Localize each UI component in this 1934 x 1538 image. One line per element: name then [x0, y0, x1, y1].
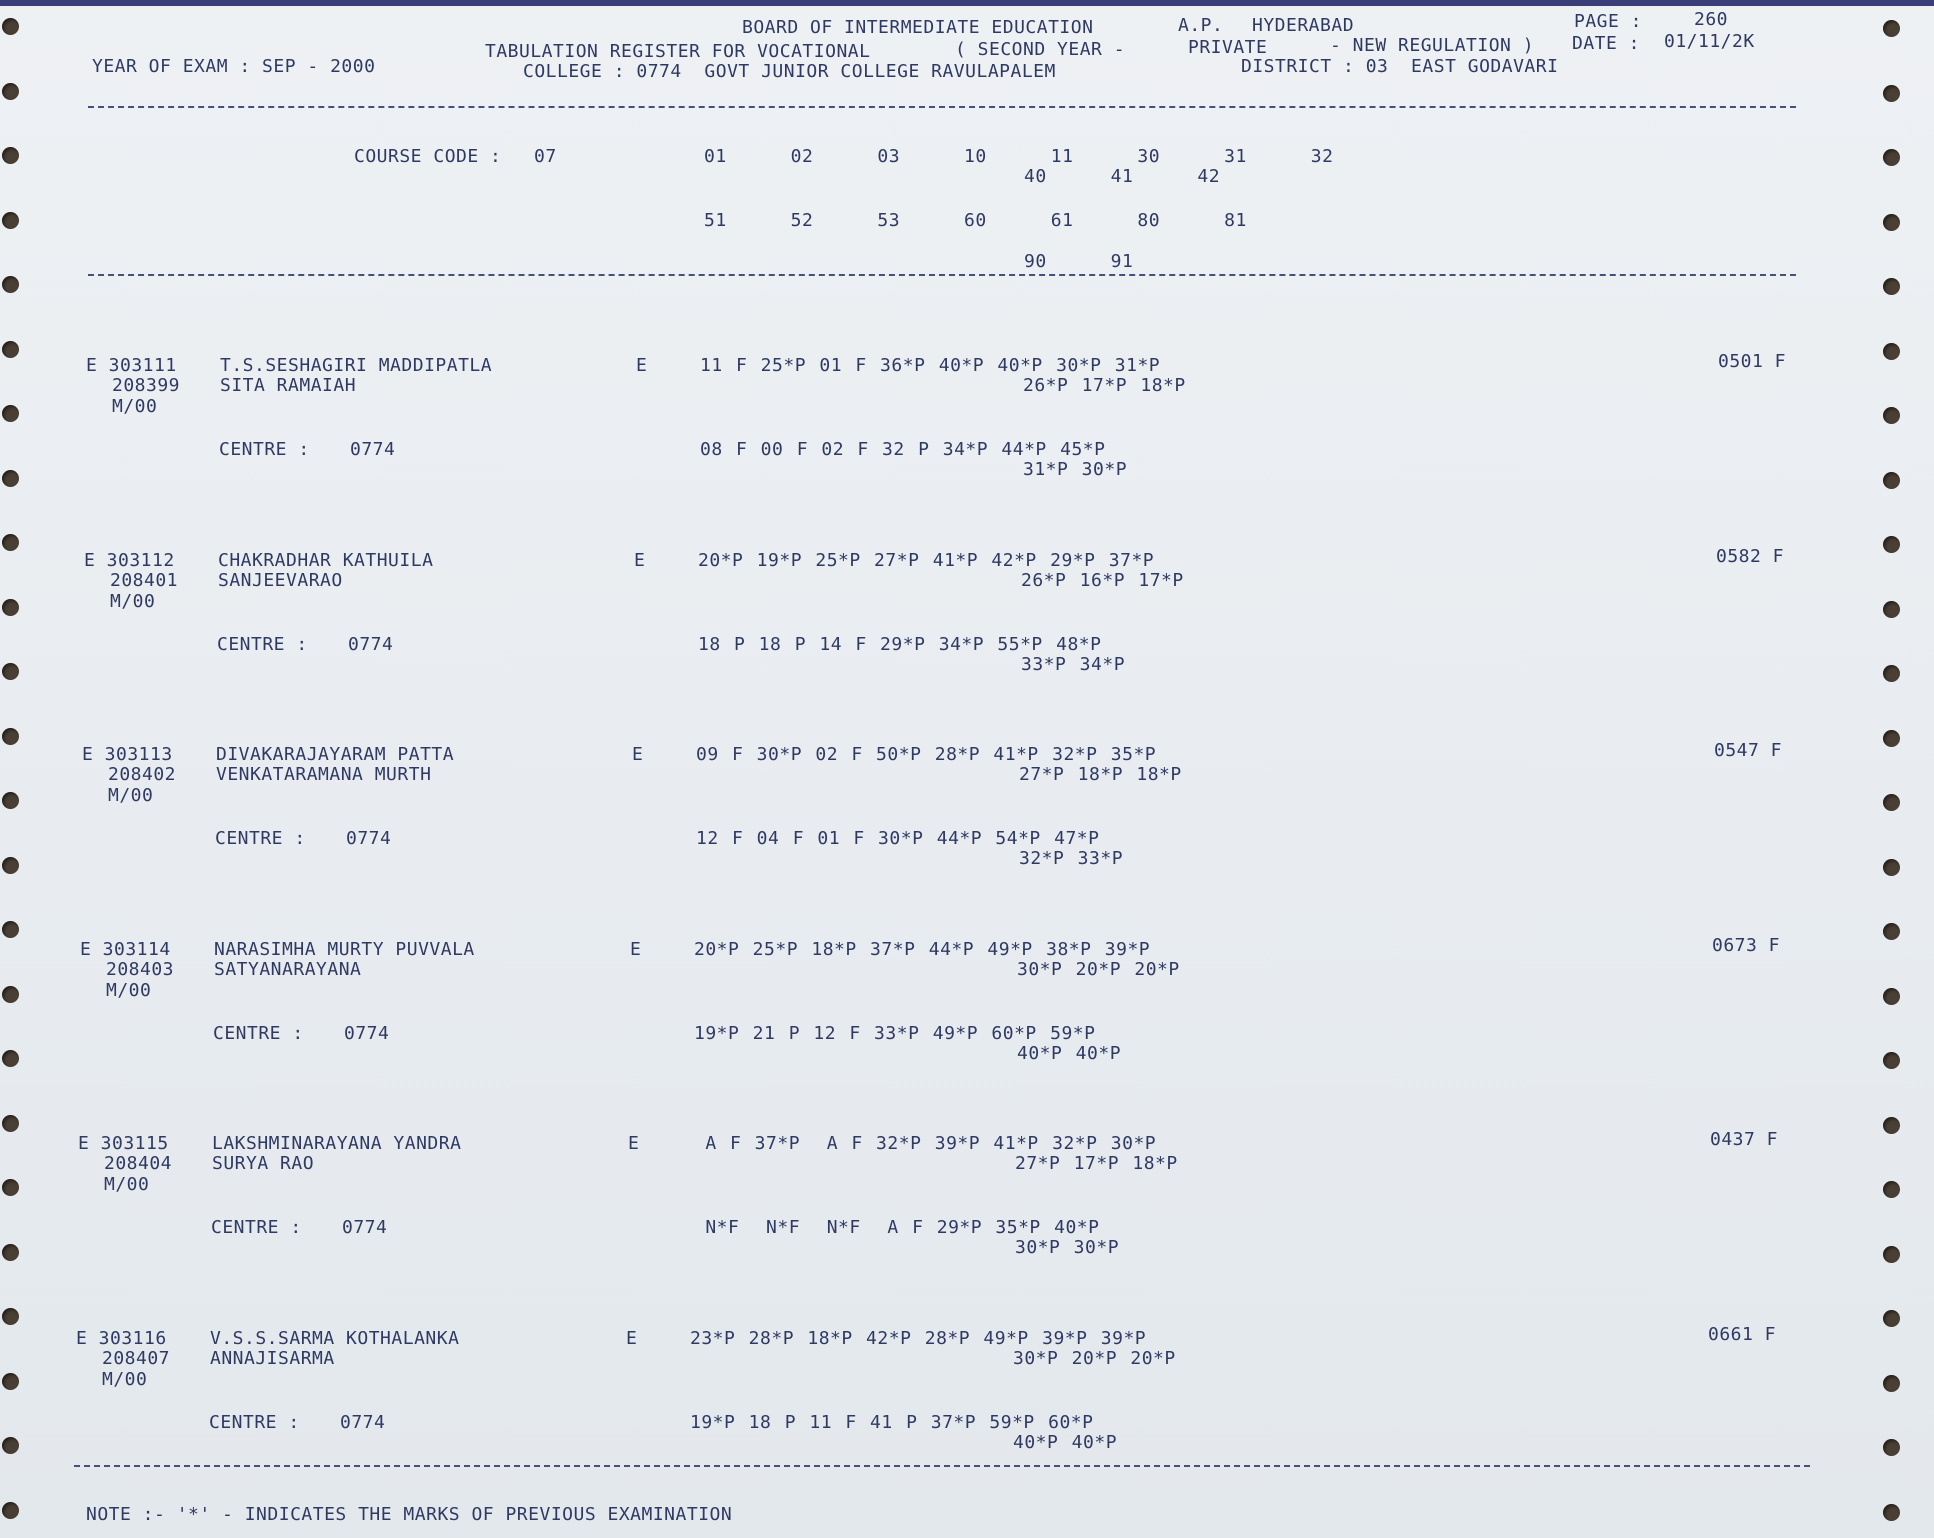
- tractor-hole: [1883, 407, 1900, 424]
- centre-code: 0774: [340, 1411, 386, 1433]
- student-name: NARASIMHA MURTY PUVVALA: [214, 938, 475, 960]
- tractor-hole: [2, 534, 19, 551]
- student-name: LAKSHMINARAYANA YANDRA: [212, 1133, 462, 1154]
- tractor-hole: [1883, 988, 1900, 1005]
- tractor-hole: [1883, 1052, 1900, 1069]
- grand-total: 0437 F: [1710, 1129, 1779, 1150]
- course-rule: [88, 274, 1796, 276]
- tractor-hole: [1883, 923, 1900, 940]
- registration-number: 208401: [110, 569, 179, 591]
- grand-total: 0547 F: [1714, 740, 1783, 761]
- tractor-hole: [1883, 794, 1900, 811]
- marks-row1b: 26*P 16*P 17*P: [1021, 569, 1184, 591]
- centre-code: 0774: [348, 633, 394, 655]
- exam-year: YEAR OF EXAM : SEP - 2000: [92, 56, 376, 77]
- hall-ticket: E 303112: [84, 549, 175, 571]
- registration-number: 208402: [108, 764, 177, 785]
- tractor-hole: [1883, 1181, 1900, 1198]
- father-name: SATYANARAYANA: [214, 958, 362, 980]
- grand-total: 0661 F: [1708, 1323, 1777, 1345]
- centre-code: 0774: [344, 1022, 390, 1044]
- tractor-hole: [2, 1308, 19, 1325]
- board-name: BOARD OF INTERMEDIATE EDUCATION: [742, 17, 1094, 38]
- marks-row1b: 30*P 20*P 20*P: [1017, 958, 1180, 980]
- tractor-hole: [1883, 1504, 1900, 1521]
- tractor-hole: [1883, 149, 1900, 166]
- tractor-hole: [2, 599, 19, 616]
- subject-codes-row2: 51 52 53 60 61 80 81: [704, 210, 1247, 231]
- centre-code: 0774: [342, 1217, 388, 1238]
- medium: E: [626, 1327, 638, 1349]
- centre-code: 0774: [346, 828, 392, 849]
- centre-label: CENTRE :: [217, 633, 308, 655]
- grand-total: 0582 F: [1716, 545, 1785, 567]
- marks-row1b: 30*P 20*P 20*P: [1013, 1347, 1176, 1369]
- tractor-hole: [1883, 472, 1900, 489]
- registration-number: 208399: [112, 375, 181, 396]
- marks-row1: A F 37*P A F 32*P 39*P 41*P 32*P 30*P: [692, 1133, 1157, 1154]
- marks-row1: 20*P 25*P 18*P 37*P 44*P 49*P 38*P 39*P: [694, 938, 1151, 960]
- page-label: PAGE :: [1574, 11, 1643, 32]
- tractor-hole: [2, 1115, 19, 1132]
- hall-ticket: E 303114: [80, 938, 171, 960]
- tractor-hole: [1883, 1117, 1900, 1134]
- board-state: A.P.: [1178, 15, 1224, 36]
- tractor-hole: [1883, 1310, 1900, 1327]
- marks-row2b: 40*P 40*P: [1013, 1431, 1118, 1453]
- top-band: [0, 0, 1934, 6]
- tractor-hole: [1883, 730, 1900, 747]
- tractor-hole: [2, 1050, 19, 1067]
- student-name: V.S.S.SARMA KOTHALANKA: [210, 1327, 460, 1349]
- tractor-hole: [1883, 536, 1900, 553]
- hall-ticket: E 303116: [76, 1327, 167, 1349]
- medium: E: [634, 549, 646, 571]
- medium: E: [630, 938, 642, 960]
- centre-label: CENTRE :: [211, 1217, 302, 1238]
- tractor-hole: [1883, 601, 1900, 618]
- subject-codes-row1: 01 02 03 10 11 30 31 32: [704, 146, 1334, 167]
- tractor-hole: [1883, 1246, 1900, 1263]
- result-status: M/00: [112, 396, 158, 417]
- centre-label: CENTRE :: [209, 1411, 300, 1433]
- year-part: ( SECOND YEAR -: [955, 39, 1126, 60]
- course-code-label: COURSE CODE :: [354, 146, 502, 167]
- subject-codes-row1b: 40 41 42: [1024, 166, 1221, 187]
- tractor-hole: [1883, 343, 1900, 360]
- marks-row1: 11 F 25*P 01 F 36*P 40*P 40*P 30*P 31*P: [700, 355, 1161, 376]
- footnote: NOTE :- '*' - INDICATES THE MARKS OF PREVIOUS EXAMINATION: [86, 1504, 733, 1525]
- exam-mode: PRIVATE: [1188, 37, 1268, 58]
- result-status: M/00: [108, 785, 154, 806]
- tractor-hole: [1883, 859, 1900, 876]
- college-name: COLLEGE : 0774 GOVT JUNIOR COLLEGE RAVULAPALEM: [523, 61, 1056, 82]
- tractor-hole: [2, 728, 19, 745]
- medium: E: [636, 355, 648, 376]
- marks-row1: 20*P 19*P 25*P 27*P 41*P 42*P 29*P 37*P: [698, 549, 1155, 571]
- marks-row2b: 40*P 40*P: [1017, 1042, 1122, 1064]
- tractor-hole: [2, 921, 19, 938]
- marks-row2: 19*P 21 P 12 F 33*P 49*P 60*P 59*P: [694, 1022, 1096, 1044]
- tractor-hole: [2, 212, 19, 229]
- marks-row2b: 30*P 30*P: [1015, 1237, 1120, 1258]
- district-name: DISTRICT : 03 EAST GODAVARI: [1241, 56, 1559, 77]
- tractor-hole: [2, 986, 19, 1003]
- tractor-hole: [1883, 85, 1900, 102]
- father-name: SANJEEVARAO: [218, 569, 343, 591]
- father-name: SURYA RAO: [212, 1153, 315, 1174]
- father-name: VENKATARAMANA MURTH: [216, 764, 432, 785]
- result-status: M/00: [102, 1368, 148, 1390]
- marks-row2b: 32*P 33*P: [1019, 848, 1124, 869]
- grand-total: 0501 F: [1718, 351, 1787, 372]
- page-number: 260: [1694, 9, 1729, 30]
- medium: E: [628, 1133, 640, 1154]
- hall-ticket: E 303113: [82, 744, 173, 765]
- marks-row2: N*F N*F N*F A F 29*P 35*P 40*P: [692, 1217, 1100, 1238]
- result-status: M/00: [106, 979, 152, 1001]
- result-status: M/00: [110, 590, 156, 612]
- tractor-hole: [1883, 278, 1900, 295]
- marks-row2b: 31*P 30*P: [1023, 459, 1128, 480]
- tractor-hole: [2, 18, 19, 35]
- tractor-hole: [2, 792, 19, 809]
- marks-row1b: 27*P 17*P 18*P: [1015, 1153, 1178, 1174]
- tractor-hole: [2, 276, 19, 293]
- marks-row2: 12 F 04 F 01 F 30*P 44*P 54*P 47*P: [696, 828, 1100, 849]
- tractor-hole: [2, 405, 19, 422]
- medium: E: [632, 744, 644, 765]
- marks-row2: 08 F 00 F 02 F 32 P 34*P 44*P 45*P: [700, 439, 1106, 460]
- centre-label: CENTRE :: [219, 439, 310, 460]
- tractor-hole: [2, 147, 19, 164]
- tractor-hole: [1883, 20, 1900, 37]
- tractor-hole: [2, 341, 19, 358]
- print-date: 01/11/2K: [1664, 31, 1755, 52]
- tractor-hole: [1883, 665, 1900, 682]
- course-code: 07: [534, 146, 557, 167]
- tractor-hole: [1883, 1439, 1900, 1456]
- marks-row1b: 27*P 18*P 18*P: [1019, 764, 1182, 785]
- tractor-hole: [2, 83, 19, 100]
- tractor-hole: [2, 1244, 19, 1261]
- marks-row2: 18 P 18 P 14 F 29*P 34*P 55*P 48*P: [698, 633, 1102, 655]
- board-city: HYDERABAD: [1252, 15, 1355, 36]
- father-name: ANNAJISARMA: [210, 1347, 335, 1369]
- tractor-hole: [2, 857, 19, 874]
- footer-rule: [74, 1465, 1810, 1467]
- result-status: M/00: [104, 1174, 150, 1195]
- student-name: T.S.SESHAGIRI MADDIPATLA: [220, 355, 493, 376]
- tractor-hole: [1883, 214, 1900, 231]
- centre-code: 0774: [350, 439, 396, 460]
- registration-number: 208407: [102, 1347, 171, 1369]
- hall-ticket: E 303111: [86, 355, 177, 376]
- marks-row1b: 26*P 17*P 18*P: [1023, 375, 1186, 396]
- subject-codes-row3: 90 91: [1024, 251, 1134, 272]
- marks-row1: 23*P 28*P 18*P 42*P 28*P 49*P 39*P 39*P: [690, 1327, 1147, 1349]
- marks-row2: 19*P 18 P 11 F 41 P 37*P 59*P 60*P: [690, 1411, 1094, 1433]
- registration-number: 208403: [106, 958, 175, 980]
- tractor-hole: [2, 1179, 19, 1196]
- hall-ticket: E 303115: [78, 1133, 169, 1154]
- marks-row1: 09 F 30*P 02 F 50*P 28*P 41*P 32*P 35*P: [696, 744, 1157, 765]
- date-label: DATE :: [1572, 33, 1641, 54]
- tractor-hole: [2, 1373, 19, 1390]
- marks-row2b: 33*P 34*P: [1021, 653, 1126, 675]
- centre-label: CENTRE :: [213, 1022, 304, 1044]
- grand-total: 0673 F: [1712, 934, 1781, 956]
- tractor-hole: [2, 470, 19, 487]
- tractor-hole: [2, 1502, 19, 1519]
- register-title: TABULATION REGISTER FOR VOCATIONAL: [485, 41, 871, 62]
- tractor-hole: [2, 1437, 19, 1454]
- student-name: CHAKRADHAR KATHUILA: [218, 549, 434, 571]
- father-name: SITA RAMAIAH: [220, 375, 357, 396]
- centre-label: CENTRE :: [215, 828, 306, 849]
- registration-number: 208404: [104, 1153, 173, 1174]
- regulation: - NEW REGULATION ): [1330, 35, 1535, 56]
- student-name: DIVAKARAJAYARAM PATTA: [216, 744, 455, 765]
- tractor-hole: [2, 663, 19, 680]
- tractor-hole: [1883, 1375, 1900, 1392]
- header-rule: [88, 106, 1796, 108]
